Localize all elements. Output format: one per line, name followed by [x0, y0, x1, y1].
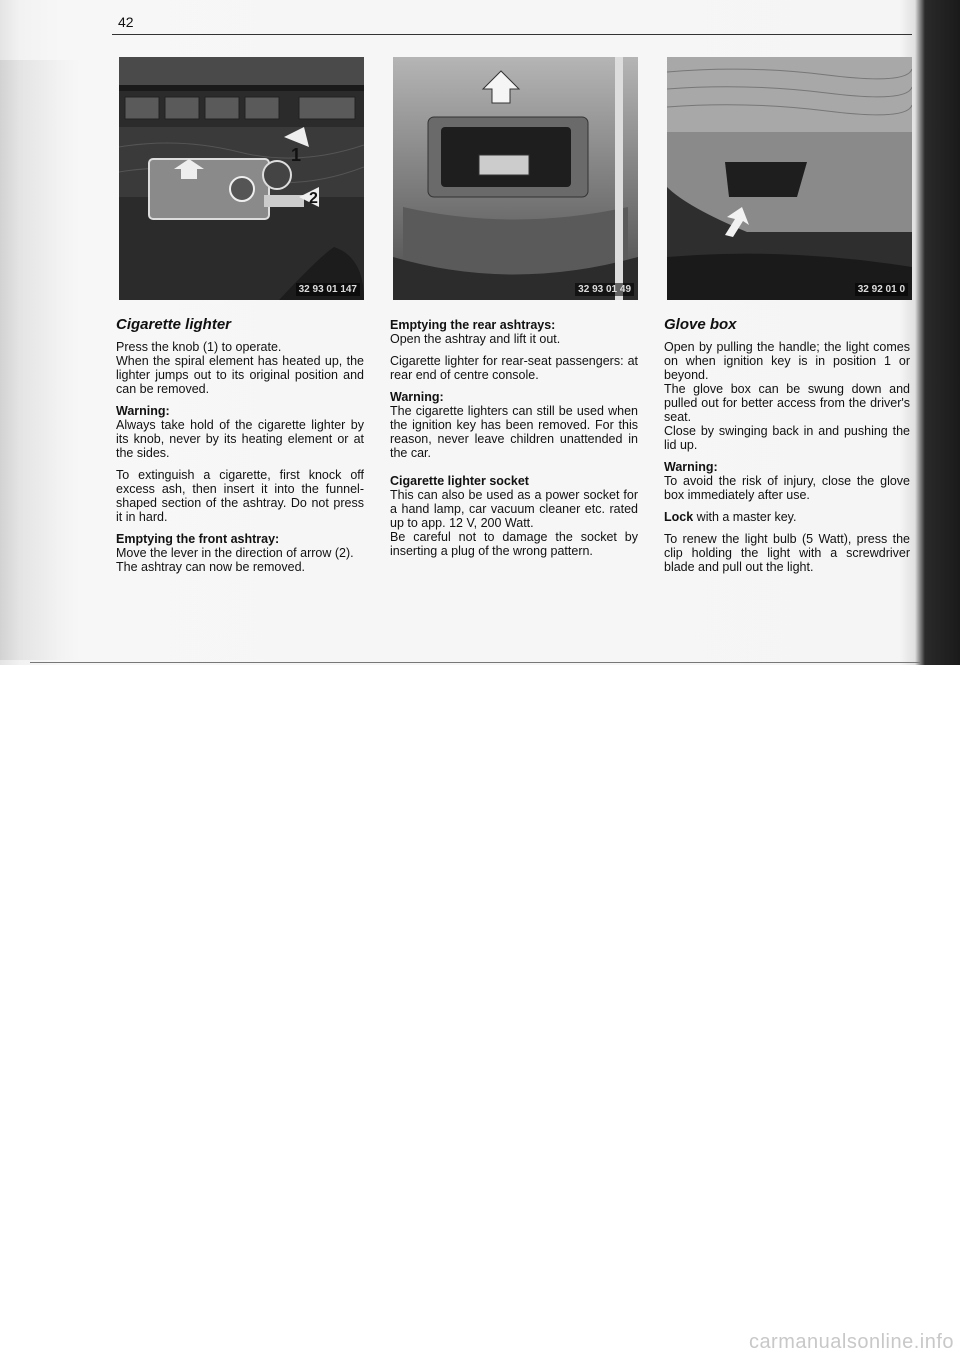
photo-front-ashtray: [119, 57, 364, 300]
watermark: carmanualsonline.info: [748, 1331, 954, 1353]
warning-text: Always take hold of the cigarette lighter by its knob, never by its heating element or at the sides.: [116, 418, 364, 460]
photo-rear-ashtray: [393, 57, 638, 300]
paragraph: Cigarette lighter for rear-seat passengers: at rear end of centre console.: [390, 354, 638, 382]
photo-code: 32 93 01 147: [296, 283, 360, 296]
lock-text: with a master key.: [693, 510, 797, 524]
paragraph: To extinguish a cigarette, first knock off excess ash, then insert it into the funnel-shaped section of the ashtray. Do not press it in hard.: [116, 468, 364, 524]
text-line: Press the knob (1) to operate.: [116, 340, 282, 354]
text-line: Close by swinging back in and pushing the lid up.: [664, 424, 910, 452]
paragraph: [664, 510, 910, 524]
warning-heading: Warning:: [664, 460, 718, 474]
paragraph: [116, 546, 364, 574]
paragraph: [116, 340, 364, 396]
header-rule: [112, 34, 912, 35]
paragraph: [390, 488, 638, 558]
section-title-glove-box: Glove box: [664, 316, 737, 333]
warning-text: The cigarette lighters can still be used when the ignition key has been removed. For this reason, never leave children unattended in the car.: [390, 404, 638, 460]
photo-glove-box: [667, 57, 912, 300]
photo-code: 32 93 01 49: [575, 283, 634, 296]
paragraph: Open the ashtray and lift it out.: [390, 332, 561, 346]
warning-text: To avoid the risk of injury, close the glove box immediately after use.: [664, 474, 910, 502]
section-title-cigarette-lighter: Cigarette lighter: [116, 316, 232, 333]
lock-label: Lock: [664, 510, 694, 524]
front-ashtray-heading: Emptying the front ashtray:: [116, 532, 280, 546]
column-rear-ashtray: [390, 318, 638, 566]
warning-heading: Warning:: [390, 390, 444, 404]
callout-1: 1: [291, 145, 302, 165]
text-line: This can also be used as a power socket for a hand lamp, car vacuum cleaner etc. rated up to app. 12 V, 200 Watt.: [390, 488, 638, 530]
paragraph: [664, 340, 910, 452]
binding-shadow: [0, 60, 80, 660]
rear-ashtray-heading: Emptying the rear ashtrays:: [390, 318, 556, 332]
page-number: 42: [118, 14, 134, 30]
warning-heading: Warning:: [116, 404, 170, 418]
page-bottom-edge: [30, 662, 920, 663]
paragraph: To renew the light bulb (5 Watt), press the clip holding the light with a screwdriver blade and pull out the light.: [664, 532, 910, 574]
text-line: Open by pulling the handle; the light comes on when ignition key is in position 1 or beyond.: [664, 340, 910, 382]
text-line: The ashtray can now be removed.: [116, 560, 305, 574]
text-line: The glove box can be swung down and pulled out for better access from the driver's seat.: [664, 382, 910, 424]
text-line: When the spiral element has heated up, the lighter jumps out to its original position and can be removed.: [116, 354, 364, 396]
column-cigarette-lighter: [116, 318, 364, 582]
callout-2: 2: [309, 190, 318, 207]
socket-heading: Cigarette lighter socket: [390, 474, 529, 488]
text-line: Be careful not to damage the socket by inserting a plug of the wrong pattern.: [390, 530, 638, 558]
text-line: Move the lever in the direction of arrow (2).: [116, 546, 354, 560]
column-glove-box: [664, 318, 910, 582]
photo-code: 32 92 01 0: [855, 283, 908, 296]
